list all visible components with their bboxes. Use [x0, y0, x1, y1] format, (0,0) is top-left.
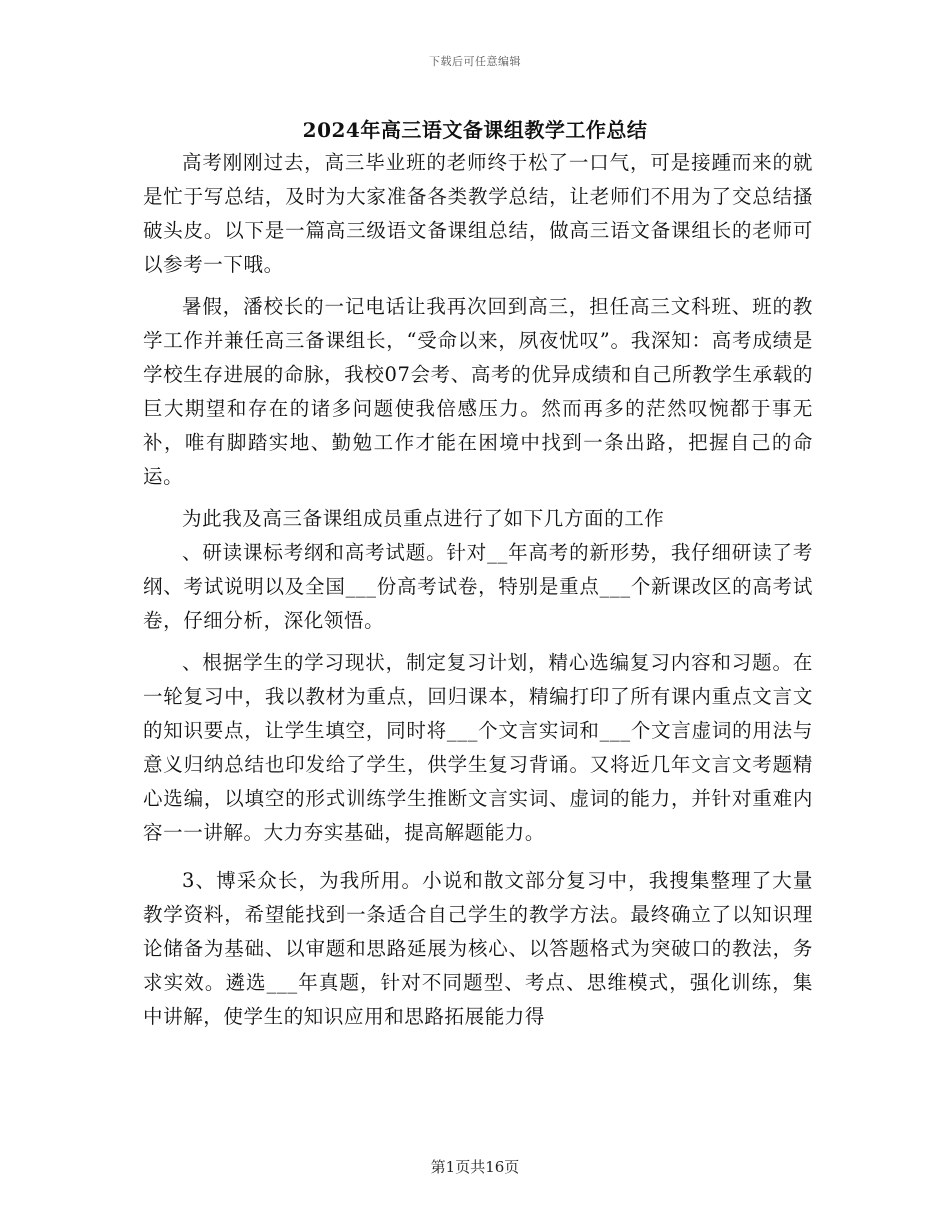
paragraph-summer: 暑假，潘校长的一记电话让我再次回到高三，担任高三文科班、班的教学工作并兼任高三备课组长，“受命以来，夙夜忧叹”。我深知：高考成绩是学校生存进展的命脉，我校07会考、高考的优异成绩和自己所教学生承载的巨大期望和存在的诸多问题使我倍感压力。然而再多的茫然叹惋都于事无补，唯有脚踏实地、勤勉工作才能在困境中找到一条出路，把握自己的命运。 [143, 295, 813, 488]
paragraph-item-1: 、研读课标考纲和高考试题。针对__年高考的新形势，我仔细研读了考纲、考试说明以及全国___份高考试卷，特别是重点___个新课改区的高考试卷，仔细分析，深化领悟。 [143, 541, 813, 632]
document-body [143, 146, 813, 1034]
document-title: 2024年高三语文备课组教学工作总结 [302, 118, 648, 142]
paragraph-work-overview: 为此我及高三备课组成员重点进行了如下几方面的工作 [182, 507, 665, 530]
page-number: 第1页共16页 [430, 1158, 520, 1176]
paragraph-item-2: 、根据学生的学习现状，制定复习计划，精心选编复习内容和习题。在一轮复习中，我以教材为重点，回归课本，精编打印了所有课内重点文言文的知识要点，让学生填空，同时将___个文言实词和___个文言虚词的用法与意义归纳总结也印发给了学生，供学生复习背诵。又将近几年文言文考题精心选编，以填空的形式训练学生推断文言实词、虚词的能力，并针对重难内容一一讲解。大力夯实基础，提高解题能力。 [143, 651, 813, 844]
paragraph-item-3: 3、博采众长，为我所用。小说和散文部分复习中，我搜集整理了大量教学资料，希望能找到一条适合自己学生的教学方法。最终确立了以知识理论储备为基础、以审题和思路延展为核心、以答题格式为突破口的教法，务求实效。遴选___年真题，针对不同题型、考点、思维模式，强化训练，集中讲解，使学生的知识应用和思路拓展能力得 [143, 869, 813, 1028]
paragraph-intro: 高考刚刚过去，高三毕业班的老师终于松了一口气，可是接踵而来的就是忙于写总结，及时为大家准备各类教学总结，让老师们不用为了交总结搔破头皮。以下是一篇高三级语文备课组总结，做高三语文备课组长的老师可以参考一下哦。 [143, 151, 813, 276]
header-note: 下载后可任意编辑 [429, 55, 521, 68]
